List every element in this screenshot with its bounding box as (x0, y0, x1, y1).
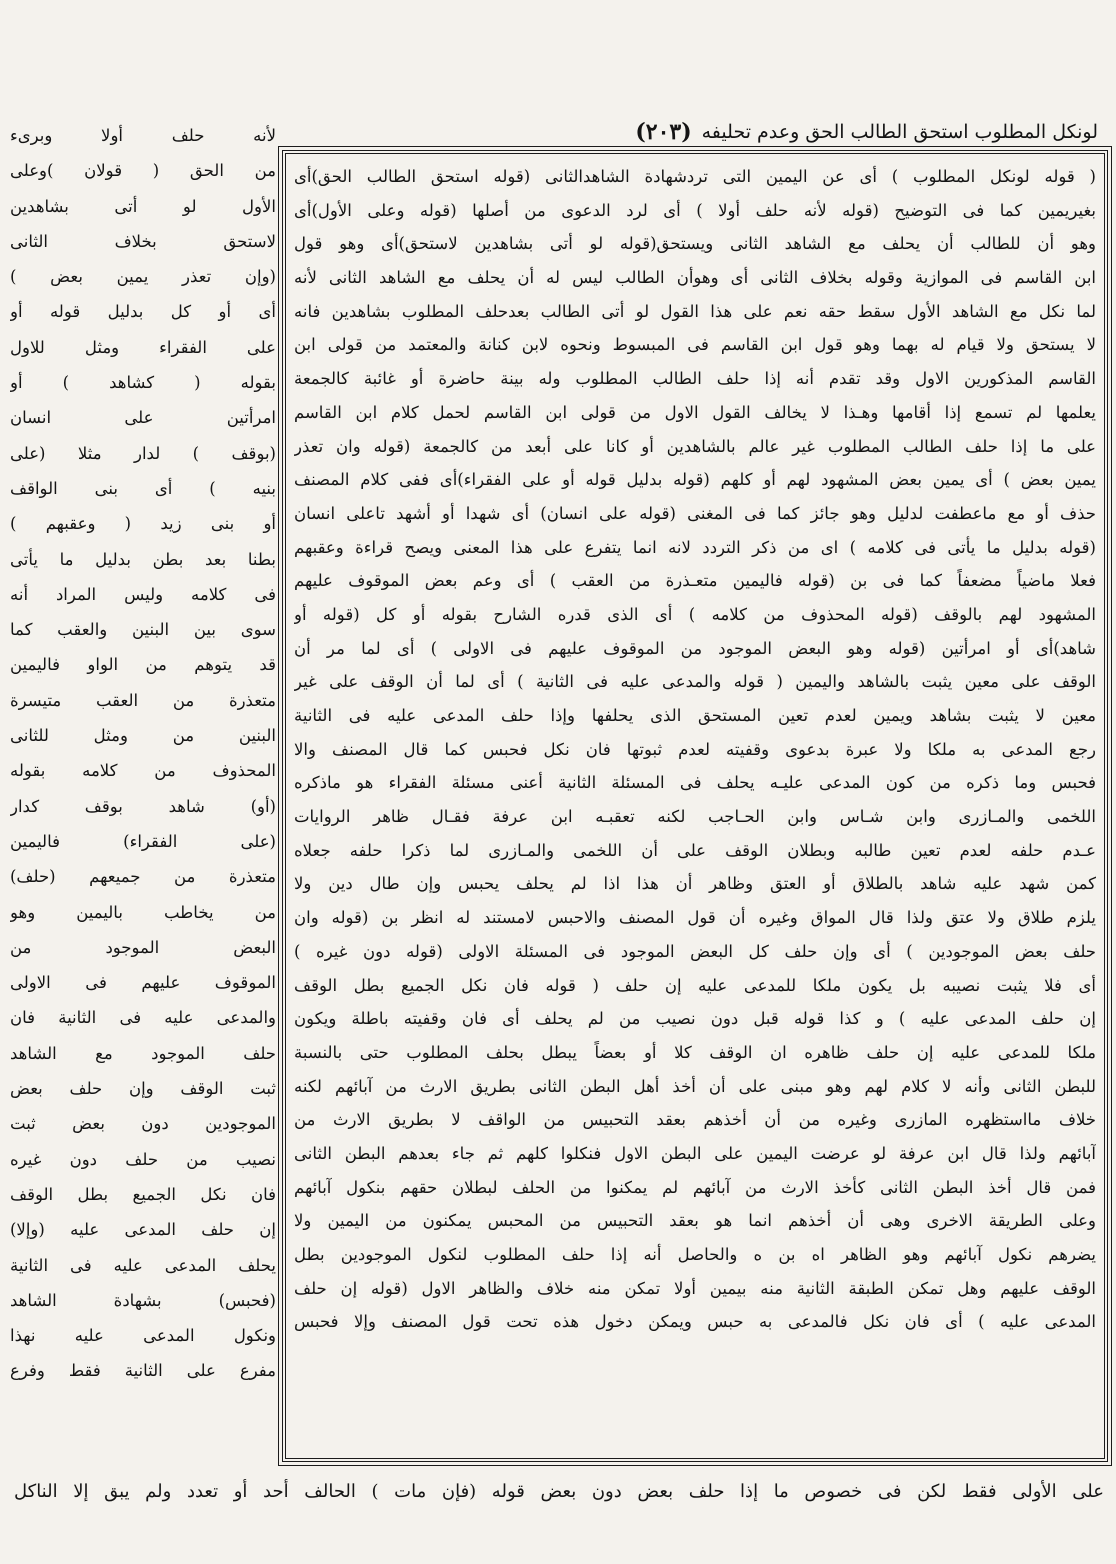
commentary-line: الوقف عليهم وهل تمكن الطبقة الثانية منه بيمين أولا تمكن منه خلاف والظاهر الاول (قوله إن حلف (294, 1278, 1096, 1298)
footer-line: على الأولى فقط لكن فى خصوص ما إذا حلف بعض دون بعض قوله (فإن مات ) الحالف أحد أو تعدد ولم يبق إلا الناكل (14, 1481, 1104, 1502)
margin-line: فان نكل الجميع بطل الوقف (10, 1184, 276, 1204)
commentary-line: يمين بعض ) أى يمين بعض المشهود لهم أو كلهم (قوله بدليل قوله أو على الفقراء)أى ففى كلام المصنف (294, 470, 1096, 490)
margin-line: يحلف المدعى عليه فى الثانية (10, 1255, 276, 1275)
margin-line: متعذرة من العقب متيسرة (10, 690, 276, 710)
commentary-line: وعلى الطريقة الاخرى وهى أن أخذهم انما هو بعقد التحبيس من المحبس يمكنون من اليمين ولا (294, 1211, 1096, 1231)
margin-line: بنيه ) أى بنى الواقف (10, 478, 276, 498)
commentary-line: عـدم حلفه لعدم تعين طالبه وبطلان الوقف على أن اللخمى والمـازرى لما ذكرا حلفه جعلاه (294, 840, 1096, 860)
margin-line: سوى بين البنين والعقب كما (10, 620, 276, 640)
page-header (286, 112, 1098, 152)
commentary-line: معين لا يثبت بشاهد ويمين لعدم تعين المستحق الذى يحلفها وإذا حلف المدعى عليه فى الثانية (294, 706, 1096, 725)
margin-line: ونكول المدعى عليه نهذا (10, 1326, 276, 1346)
margin-line: البعض الموجود من (10, 937, 276, 957)
margin-line: أى أو كل بدليل قوله أو (10, 302, 276, 322)
margin-line: الأول لو أتى بشاهدين (10, 196, 276, 216)
margin-line: لاستحق بخلاف الثانى (10, 231, 276, 251)
margin-line: الموجودين دون بعض ثبت (10, 1114, 276, 1134)
commentary-line: القاسم المذكورين الاول وقد تقدم أنه إذا حلف الطالب المطلوب وله بينة حاضرة أو غائبة كالجمعة (294, 369, 1096, 389)
commentary-line: بغيريمين كما فى التوضيح (قوله لأنه حلف أولا ) أى لرد الدعوى من أصلها (قوله وعلى الأول)أى (294, 200, 1096, 220)
commentary-line: الوقف على معين يثبت بالشاهد واليمين ( قوله والمدعى عليه فى الثانية ) أى لما أن الوقف على غير (294, 672, 1096, 692)
margin-line: ثبت الوقف وإن حلف بعض (10, 1079, 276, 1099)
margin-line: فى كلامه وليس المراد أنه (10, 584, 276, 604)
margin-line: لأنه حلف أولا وبرىء (10, 126, 276, 145)
margin-line: مفرع على الثانية فقط وفرع (10, 1361, 276, 1381)
margin-line: بقوله ( كشاهد ) أو (10, 373, 276, 393)
commentary-text (294, 160, 1096, 1452)
commentary-line: لما نكل مع الشاهد الأول سقط حقه نعم على هذا القول لو أتى الطالب بعدحلف المطلوب بشاهدين فانه (294, 301, 1096, 321)
commentary-line: على ما إذا حلف الطالب المطلوب غير عالم بالشاهدين أو كانا على أبعد من كالجمعة (قوله وان تعذر (294, 436, 1096, 456)
commentary-line: كمن شهد عليه شاهد بالطلاق أو العتق وظاهر أن هذا اذا لم يحلف يحبس وإن طال دين ولا (294, 874, 1096, 894)
margin-line (10, 1424, 276, 1459)
commentary-line: (قوله بدليل ما يأتى فى كلامه ) اى من ذكر التردد لانه انما يتفرع على هذا المعنى ويصح قراءة وعقبهم (294, 537, 1096, 557)
commentary-line: إن حلف المدعى عليه ) و كذا قوله قبل دون نصيب من لم يحلف أى فان وقفيته باطلة ويكون (294, 1009, 1096, 1029)
margin-line: الموقوف عليهم فى الاولى (10, 973, 276, 993)
commentary-line: يعلمها لم تسمع إذا أقامها وهـذا لا يخالف القول الاول من قولى ابن القاسم لحمل كلام ابن القاسم (294, 402, 1096, 422)
commentary-line: ملكا للمدعى عليه إن حلف ظاهره ان الوقف كلا أو بعضاً يبطل بحلف المطلوب حتى بالنسبة (294, 1042, 1096, 1062)
commentary-line: يلزم طلاق ولا عتق ولذا قال المواق وغيره أن قول المصنف والاحبس لامستند له انظر بن (قوله وان (294, 908, 1096, 928)
commentary-line: وهو أن للطالب أن يحلف مع الشاهد الثانى ويستحق(قوله لو أتى بشاهدين لاستحق)أى وهو قول (294, 234, 1096, 254)
commentary-line: ( قوله لونكل المطلوب ) أى عن اليمين التى تردشهادة الشاهدالثانى (قوله استحق الطالب الحق)أى (294, 167, 1096, 186)
commentary-line: حلف بعض الموجودين ) أى وإن حلف كل البعض الموجود فى المسئلة الاولى (قوله دون غيره ) (294, 941, 1096, 961)
margin-text-column (10, 118, 276, 1462)
page-number: (٢٠٣) (635, 119, 692, 145)
margin-line: إن حلف المدعى عليه (وإلا) (10, 1220, 276, 1240)
margin-line: (فحبس) بشهادة الشاهد (10, 1290, 276, 1310)
commentary-line: المشهود لهم بالوقف (قوله المحذوف من كلامه ) أى الذى قدره الشارح بقوله أو كل (قوله أو (294, 604, 1096, 624)
margin-line: امرأتين على انسان (10, 408, 276, 428)
header-title: لونكل المطلوب استحق الطالب الحق وعدم تحليفه (701, 121, 1098, 143)
commentary-line: خلاف مااستظهره المازرى وغيره من أن أخذهم بعقد التحبيس من الواقف لا بطريق الارث من (294, 1110, 1096, 1130)
margin-line: نصيب من حلف دون غيره (10, 1149, 276, 1169)
commentary-line: رجع المدعى به ملكا ولا عبرة بدعوى وقفيته لعدم ثبوتها فان نكل فحبس كما قال المصنف والا (294, 739, 1096, 759)
commentary-line: حذف أو مع ماعطفت لدليل وهو جائز كما فى المغنى (قوله على انسان) أى شهدا أو أشهد تاعلى انسان (294, 503, 1096, 523)
margin-line: أو بنى زيد ( وعقبهم ) (10, 514, 276, 534)
margin-line: من يخاطب باليمين وهو (10, 902, 276, 922)
margin-line (10, 1389, 276, 1424)
margin-line: والمدعى عليه فى الثانية فان (10, 1008, 276, 1028)
margin-line: حلف الموجود مع الشاهد (10, 1043, 276, 1063)
margin-line: على الفقراء ومثل للاول (10, 337, 276, 357)
commentary-line: آبائهم ولذا قال ابن عرفة لو عرضت اليمين على البطن الاول فنكلوا كلهم ثم جاء بعدهم البطن الثانى (294, 1143, 1096, 1163)
commentary-line: يضرهم نكول آبائهم وهو الظاهر اه بن ه والحاصل أنه إذا حلف المطلوب لنكول الموجودين بطل (294, 1245, 1096, 1264)
commentary-line: ابن القاسم فى الموازية وقوله بخلاف الثانى أى وهوأن الطالب ليس له أن يحلف مع الشاهد الثانى لأنه (294, 268, 1096, 288)
commentary-line: فحبس وما ذكره من كون المدعى عليـه يحلف فى المسئلة الثانية أعنى مسئلة الفقراء هو ماذكره (294, 773, 1096, 793)
margin-line: البنين من ومثل للثانى (10, 726, 276, 746)
commentary-line: للبطن الثانى وأنه لا كلام لهم وهو مبنى على أن أخذ أهل البطن الثانى بطريق الارث من آبائهم لكنه (294, 1076, 1096, 1096)
margin-line: قد يتوهم من الواو فاليمين (10, 655, 276, 675)
commentary-line: اللخمى والمـازرى وابن شـاس وابن الحـاجب لكنه تعقبـه ابن عرفة فقـال ظاهر الروايات (294, 807, 1096, 827)
margin-line: بطنا بعد بطن بدليل ما يأتى (10, 549, 276, 569)
margin-line: (بوقف ) لدار مثلا (على (10, 443, 276, 463)
margin-line: (أو) شاهد بوقف كدار (10, 796, 276, 816)
commentary-line: المدعى عليه ) أى فان نكل فالمدعى به حبس ويمكن دخول هذه تحت قول المصنف وإلا فحبس (294, 1312, 1096, 1332)
margin-line: متعذرة من جميعهم (حلف) (10, 867, 276, 887)
commentary-line: فمن قال أخذ البطن الثانى كأخذ الارث من آبائهم لم يمكنوا من الحلف لبطلان حقهم بنكول آبائهم (294, 1177, 1096, 1197)
commentary-line: فعلا ماضياً مضعفاً كما فى بن (قوله فاليمين متعـذرة من العقب ) أى وعم بعض الموقوف عليهم (294, 571, 1096, 591)
commentary-line: لا يستحق ولا قيام له بهما وهو قول ابن القاسم فى المبسوط ونحوه لابن كنانة والمعتمد من قولى ابن (294, 335, 1096, 355)
margin-line: (وإن تعذر يمين بعض ) (10, 267, 276, 287)
commentary-line: أى فلا يثبت نصيبه بل يكون ملكا للمدعى عليه إن حلف ( قوله فان نكل الجميع بطل الوقف (294, 975, 1096, 995)
margin-line: المحذوف من كلامه بقوله (10, 761, 276, 781)
margin-line: (على الفقراء) فاليمين (10, 831, 276, 851)
commentary-frame (282, 150, 1108, 1462)
margin-line: من الحق ( قولان )وعلى (10, 161, 276, 181)
commentary-line: شاهد)أى أو امرأتين (قوله وهو البعض الموجود من الموقوف عليهم فى الاولى ) أى لما مر أن (294, 638, 1096, 658)
